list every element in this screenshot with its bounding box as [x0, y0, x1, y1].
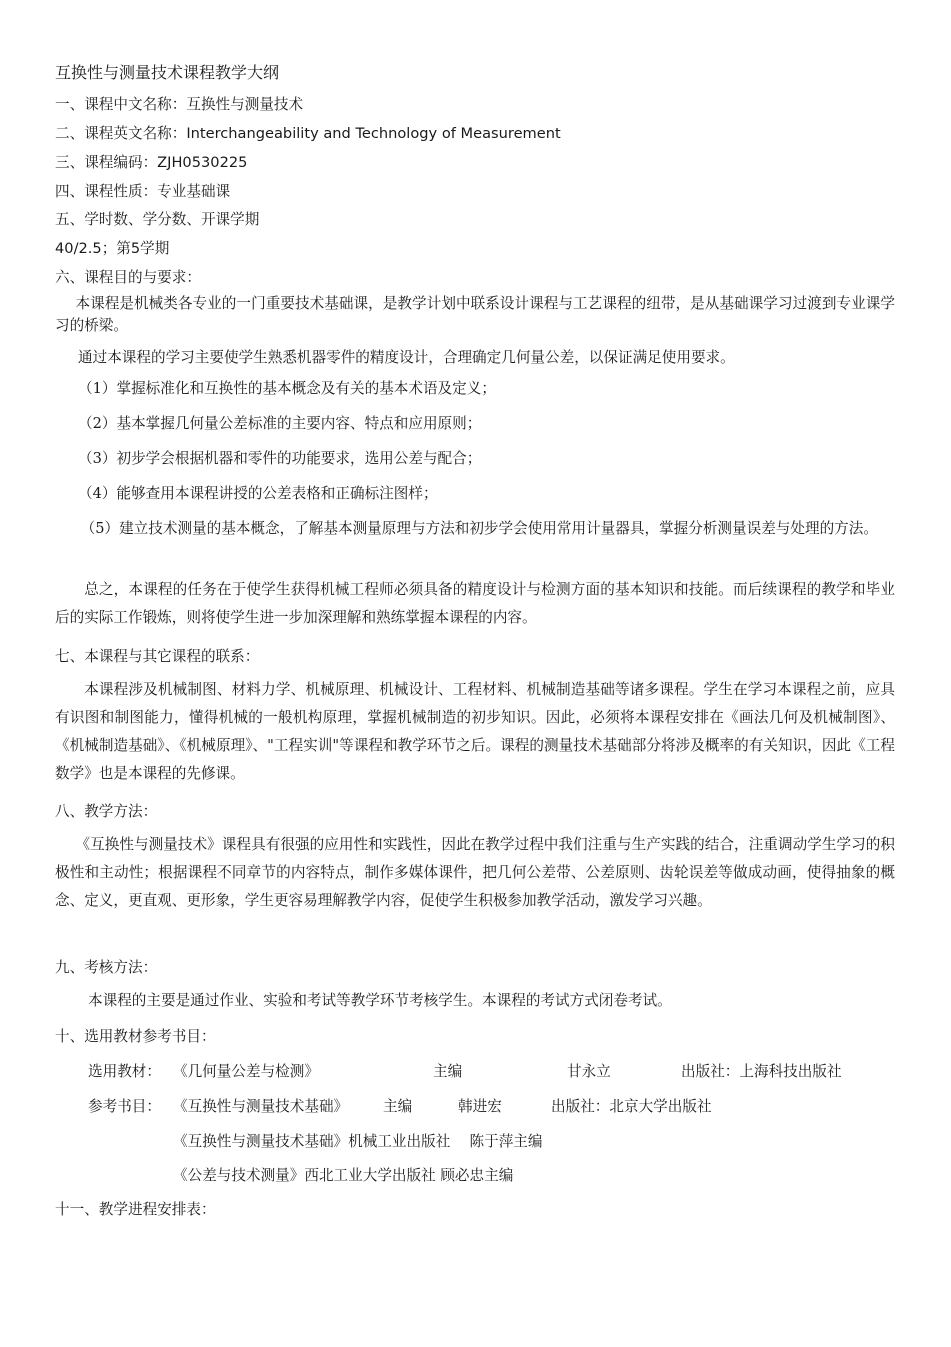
section-5-hours: 五、学时数、学分数、开课学期 [55, 211, 260, 228]
reference-1-title: 《互换性与测量技术基础》 [173, 1098, 349, 1115]
requirement-item [55, 515, 895, 543]
methods-paragraph: 《互换性与测量技术》课程具有很强的应用性和实践性，因此在教学过程中我们注重与生产实践的结合，注重调动学生学习的积极性和主动性；根据课程不同章节的内容特点，制作多媒体课件，把几何公差带、公差原则、齿轮误差等做成动画，使得抽象的概念、定义，更直观、更形象，学生更容易理解教学内容，促使学生积极参加教学活动，激发学习兴趣。 [55, 836, 895, 909]
requirement-number: （4） [78, 485, 117, 502]
section-9-assessment: 九、考核方法： [55, 959, 158, 976]
requirement-number: （5） [80, 520, 120, 537]
reference-2: 《互换性与测量技术基础》机械工业出版社 陈于萍主编 [173, 1133, 543, 1150]
section-3-course-code: 三、课程编码：ZJH0530225 [55, 154, 248, 171]
reference-1-publisher: 出版社：北京大学出版社 [551, 1098, 712, 1115]
requirement-item [78, 377, 896, 398]
reference-1-author: 韩进宏 [458, 1098, 502, 1115]
section-4-course-type: 四、课程性质：专业基础课 [55, 183, 231, 200]
requirement-text: 掌握标准化和互换性的基本概念及有关的基本术语及定义； [116, 380, 496, 397]
requirement-item [78, 482, 896, 503]
purpose-intro-paragraph: 本课程是机械类各专业的一门重要技术基础课，是教学计划中联系设计课程与工艺课程的纽带，是从基础课学习过渡到专业课学习的桥梁。 [55, 295, 895, 334]
requirement-text: 建立技术测量的基本概念，了解基本测量原理与方法和初步学会使用常用计量器具，掌握分析测量误差与处理的方法。 [119, 520, 878, 537]
purpose-goal-paragraph: 通过本课程的学习主要使学生熟悉机器零件的精度设计，合理确定几何量公差，以保证满足使用要求。 [78, 349, 735, 366]
textbook-title: 《几何量公差与检测》 [173, 1063, 319, 1080]
textbook-publisher: 出版社：上海科技出版社 [681, 1063, 842, 1080]
section-2-english-name: 二、课程英文名称：Interchangeability and Technology of Measurement [55, 125, 561, 142]
requirement-item [78, 412, 896, 433]
assessment-paragraph: 本课程的主要是通过作业、实验和考试等教学环节考核学生。本课程的考试方式闭卷考试。 [88, 992, 672, 1009]
requirement-number: （3） [78, 450, 117, 467]
requirement-number: （2） [78, 415, 117, 432]
hours-credits-semester: 40/2.5；第5学期 [55, 240, 170, 257]
document-title: 互换性与测量技术课程教学大纲 [55, 63, 280, 82]
reference-3: 《公差与技术测量》西北工业大学出版社 顾必忠主编 [173, 1167, 514, 1184]
requirement-text: 基本掌握几何量公差标准的主要内容、特点和应用原则； [116, 415, 482, 432]
requirement-text: 能够查用本课程讲授的公差表格和正确标注图样； [116, 485, 438, 502]
section-11-schedule: 十一、教学进程安排表： [55, 1201, 216, 1218]
requirement-item [78, 447, 896, 468]
section-10-textbooks: 十、选用教材参考书目： [55, 1028, 216, 1045]
textbook-role: 主编 [433, 1063, 463, 1080]
requirement-number: （1） [78, 380, 117, 397]
references-label: 参考书目： [88, 1098, 161, 1115]
summary-paragraph: 总之，本课程的任务在于使学生获得机械工程师必须具备的精度设计与检测方面的基本知识和技能。而后续课程的教学和毕业后的实际工作锻炼，则将使学生进一步加深理解和熟练掌握本课程的内容。 [55, 581, 895, 626]
section-8-methods: 八、教学方法： [55, 803, 158, 820]
relations-paragraph: 本课程涉及机械制图、材料力学、机械原理、机械设计、工程材料、机械制造基础等诸多课程。学生在学习本课程之前，应具有识图和制图能力，懂得机械的一般机构原理，掌握机械制造的初步知识。因此，必须将本课程安排在《画法几何及机械制图》、《机械制造基础》、《机械原理》、"工程实训"等课程和教学环节之后。课程的测量技术基础部分将涉及概率的有关知识，因此《工程数学》也是本课程的先修课。 [55, 681, 895, 782]
section-6-purpose: 六、课程目的与要求： [55, 269, 201, 286]
textbook-author: 甘永立 [567, 1063, 611, 1080]
requirement-text: 初步学会根据机器和零件的功能要求，选用公差与配合； [116, 450, 482, 467]
section-1-chinese-name: 一、课程中文名称：互换性与测量技术 [55, 96, 304, 113]
section-7-relations: 七、本课程与其它课程的联系： [55, 648, 260, 665]
textbook-label: 选用教材： [88, 1063, 161, 1080]
reference-1-role: 主编 [383, 1098, 413, 1115]
